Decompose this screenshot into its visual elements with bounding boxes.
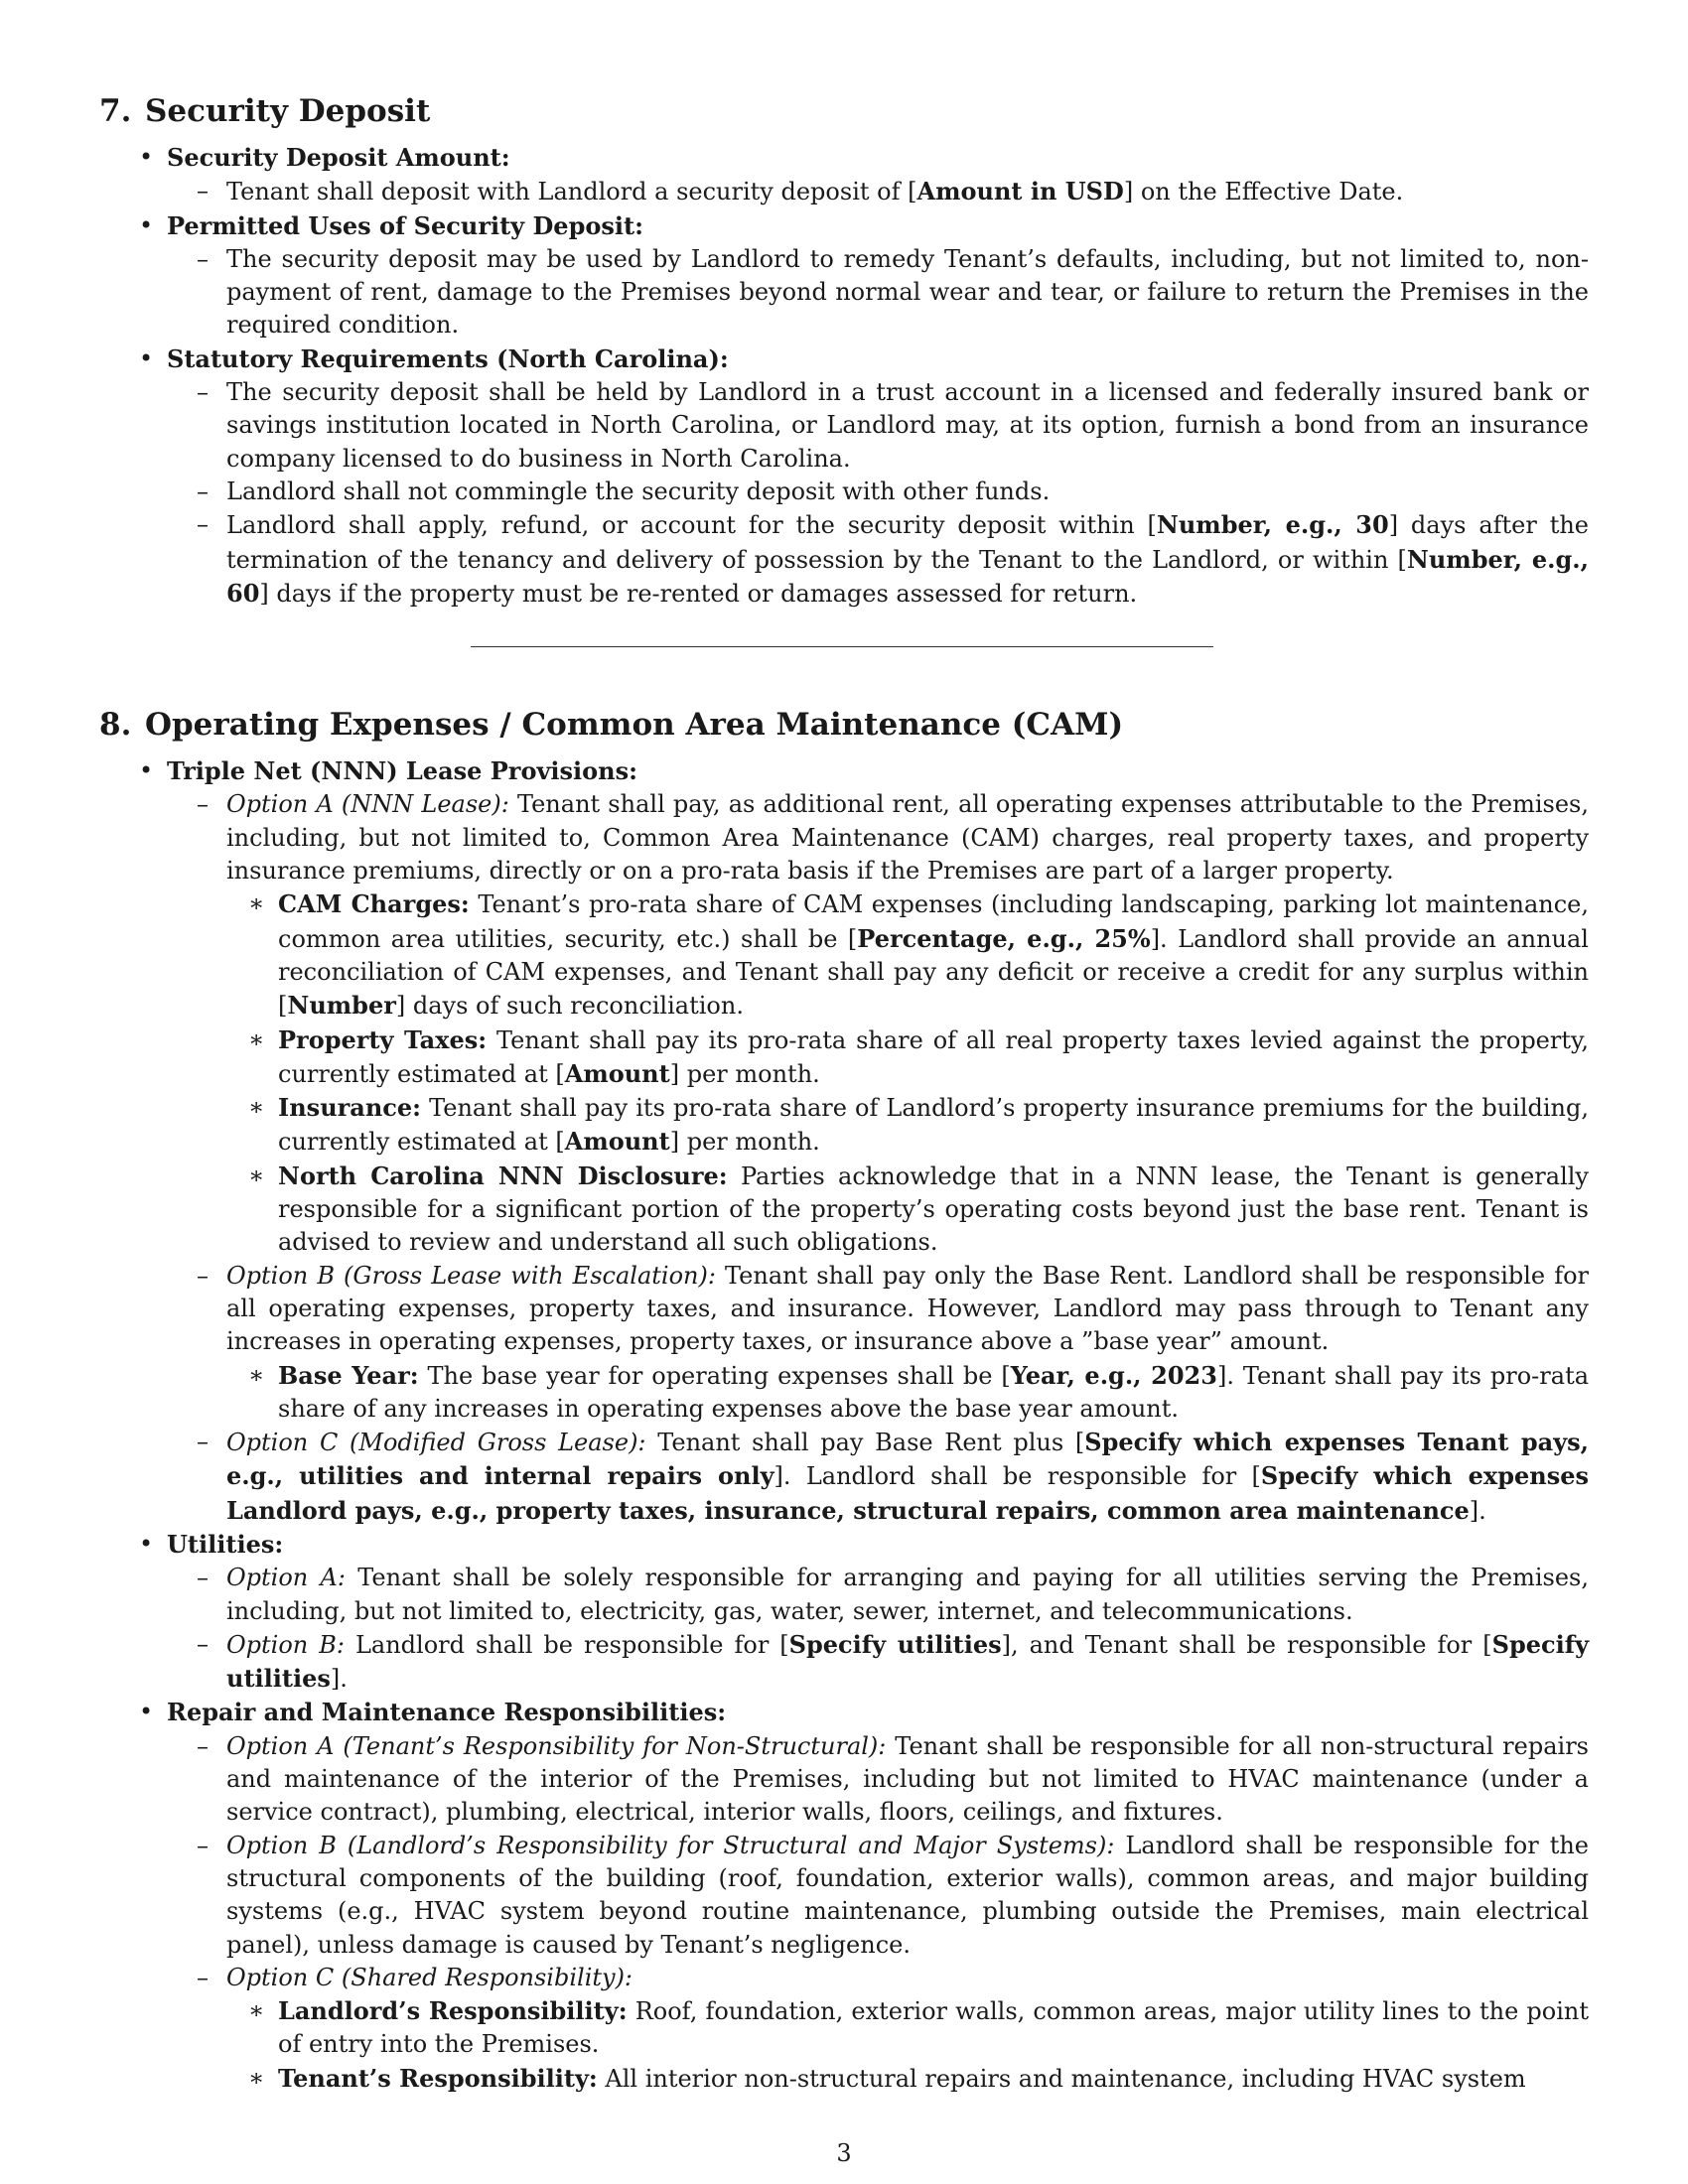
list-item — [167, 1696, 1589, 2096]
text: ] per month. — [669, 1059, 820, 1088]
placeholder-field: Specify utilities — [226, 1629, 1590, 1694]
option-label: Option B (Gross Lease with Escalation): — [226, 1261, 716, 1290]
section-divider — [471, 646, 1213, 647]
item-heading: Utilities: — [167, 1529, 284, 1559]
detail-item — [278, 1024, 1589, 1092]
item-heading: Security Deposit Amount: — [167, 143, 510, 172]
text: ]. Landlord shall provide an annual reconciliation of CAM expenses, and Tenant shall pay any deficit or receive a credit for any surplus within [ — [278, 924, 1589, 1021]
placeholder-field: Amount — [564, 1058, 670, 1088]
placeholder-field: Number — [287, 991, 396, 1021]
sub-item: – The security deposit shall be held by Landlord in a trust account in a licensed and federally insured bank or savings institution located in North Carolina, or Landlord may, at its option, furnish a bond from an insurance company licensed to do business in North Carolina. — [226, 376, 1589, 476]
detail-item — [278, 1160, 1589, 1260]
placeholder-field: Amount in USD — [916, 177, 1124, 206]
text: ]. Tenant shall pay its pro-rata share of any increases in operating expenses above the base year amount. — [278, 1361, 1590, 1423]
sub-item — [226, 1730, 1589, 1830]
section-number: 7. — [99, 93, 132, 129]
text: Tenant shall pay only the Base Rent. Landlord shall be responsible for all operating expenses, property taxes, and insurance. However, Landlord may pass through to Tenant any increases in operating expenses, property taxes, or insurance above a ”base year” amount. — [226, 1261, 1590, 1356]
placeholder-field: Specify which expenses Landlord pays, e.g., property taxes, insurance, structural repairs, common area maintenance — [226, 1461, 1589, 1525]
section-title: Operating Expenses / Common Area Maintenance (CAM) — [145, 707, 1124, 744]
text: ]. — [1469, 1496, 1486, 1525]
sub-item — [226, 175, 1589, 208]
item-heading: Statutory Requirements (North Carolina): — [167, 343, 729, 373]
detail-item — [278, 1091, 1589, 1160]
section-8-list — [99, 754, 1589, 2096]
text: ]. — [330, 1665, 348, 1694]
sub-item — [226, 1562, 1589, 1628]
detail-label: Landlord’s Responsibility: — [278, 1996, 628, 2026]
text: ] days after the termination of the tenancy and delivery of possession by the Tenant to the Landlord, or within [ — [226, 511, 1590, 574]
detail-label: CAM Charges: — [278, 889, 470, 919]
detail-item — [278, 1359, 1589, 1427]
text: Landlord shall be responsible for [ — [344, 1630, 789, 1659]
text: Tenant shall pay Base Rent plus [ — [645, 1429, 1085, 1457]
section-7-heading — [99, 91, 1589, 131]
text: All interior non-structural repairs and maintenance, including HVAC system — [597, 2064, 1526, 2093]
text: Tenant shall pay its pro-rata share of all real property taxes levied against the property, currently estimated at [ — [278, 1025, 1589, 1088]
text: ] days if the property must be re-rented or damages assessed for return. — [259, 579, 1138, 608]
sub-item — [226, 1426, 1589, 1528]
placeholder-field: Percentage, e.g., 25% — [857, 923, 1151, 953]
section-number: 8. — [99, 707, 132, 744]
text: ] per month. — [669, 1128, 820, 1157]
text: ] days of such reconciliation. — [395, 992, 744, 1021]
sub-item — [226, 788, 1589, 1259]
detail-label: Tenant’s Responsibility: — [278, 2063, 598, 2093]
placeholder-field: Number, e.g., 60 — [226, 544, 1589, 608]
placeholder-field: Number, e.g., 30 — [1156, 510, 1389, 540]
list-item — [167, 342, 1589, 611]
text: Tenant shall pay, as additional rent, all operating expenses attributable to the Premises, including, but not limited to, Common Area Maintenance (CAM) charges, real property taxes, and property insurance premiums, directly or on a pro-rata basis if the Premises are part of a larger property. — [226, 790, 1590, 886]
item-heading: Repair and Maintenance Responsibilities: — [167, 1698, 727, 1727]
section-title: Security Deposit — [145, 93, 431, 129]
text: Tenant’s pro-rata share of CAM expenses (including landscaping, parking lot maintenance, common area utilities, security, etc.) shall be [ — [278, 890, 1589, 953]
placeholder-field: Year, e.g., 2023 — [1010, 1360, 1217, 1390]
item-heading: Permitted Uses of Security Deposit: — [167, 210, 643, 240]
detail-item — [278, 1994, 1589, 2062]
detail-item — [278, 887, 1589, 1023]
text: Tenant shall pay its pro-rata share of Landlord’s property insurance premiums for the building, currently estimated at [ — [278, 1094, 1589, 1157]
text: Landlord shall apply, refund, or account for the security deposit within [ — [226, 511, 1157, 540]
option-label: Option B (Landlord’s Responsibility for Structural and Major Systems): — [226, 1831, 1115, 1859]
list-item — [167, 754, 1589, 1528]
text: ] on the Effective Date. — [1123, 178, 1404, 206]
option-label: Option C (Modified Gross Lease): — [226, 1429, 646, 1457]
detail-label: North Carolina NNN Disclosure: — [278, 1160, 728, 1190]
document-page — [99, 91, 1589, 2096]
sub-item — [226, 1962, 1589, 2096]
section-7-list — [99, 141, 1589, 611]
detail-label: Base Year: — [278, 1360, 419, 1390]
list-item — [167, 141, 1589, 209]
option-label: Option A: — [226, 1564, 346, 1592]
sub-item — [226, 1628, 1589, 1697]
text: The base year for operating expenses shall be [ — [418, 1361, 1011, 1390]
sub-item — [226, 508, 1589, 611]
placeholder-field: Specify which expenses Tenant pays, e.g., utilities and internal repairs only — [226, 1428, 1590, 1491]
option-label: Option A (Tenant’s Responsibility for Non-Structural): — [226, 1731, 887, 1760]
list-item — [167, 1528, 1589, 1696]
detail-item — [278, 2062, 1589, 2096]
text: Tenant shall be solely responsible for arranging and paying for all utilities serving the Premises, including, but not limited to, electricity, gas, water, sewer, internet, and telecommunications. — [226, 1564, 1590, 1625]
text: Parties acknowledge that in a NNN lease, the Tenant is generally responsible for a significant portion of the property’s operating costs beyond just the base rent. Tenant is advised to review and understand all such obligations. — [278, 1161, 1589, 1257]
text: ]. Landlord shall be responsible for [ — [774, 1462, 1261, 1491]
text: Roof, foundation, exterior walls, common areas, major utility lines to the point of entry into the Premises. — [278, 1997, 1589, 2059]
sub-item — [226, 1830, 1589, 1962]
placeholder-field: Specify utilities — [788, 1629, 1002, 1659]
option-label: Option C (Shared Responsibility): — [226, 1963, 633, 1991]
detail-label: Property Taxes: — [278, 1024, 488, 1054]
section-8-heading — [99, 705, 1589, 745]
option-label: Option B: — [226, 1630, 345, 1659]
item-heading: Triple Net (NNN) Lease Provisions: — [167, 756, 637, 786]
text: Tenant shall be responsible for all non-structural repairs and maintenance of the interior of the Premises, including but not limited to HVAC maintenance (under a service contract), plumbing, electrical, interior walls, floors, ceilings, and fixtures. — [226, 1731, 1589, 1827]
sub-item — [226, 1260, 1589, 1426]
page-number: 3 — [836, 2139, 852, 2167]
text: Landlord shall be responsible for the structural components of the building (roof, foundation, exterior walls), common areas, and major building systems (e.g., HVAC system beyond routine maintenance, plumbing outside the Premises, main electrical panel), unless damage is caused by Tenant’s negligence. — [226, 1831, 1589, 1959]
text: Tenant shall deposit with Landlord a security deposit of [ — [226, 178, 917, 206]
detail-label: Insurance: — [278, 1093, 422, 1123]
list-item — [167, 209, 1589, 342]
text: ], and Tenant shall be responsible for [ — [1001, 1630, 1492, 1659]
placeholder-field: Amount — [564, 1127, 670, 1157]
option-label: Option A (NNN Lease): — [226, 790, 509, 819]
sub-item: – The security deposit may be used by Landlord to remedy Tenant’s defaults, including, but not limited to, non-payment of rent, damage to the Premises beyond normal wear and tear, or failure to return the Premises in the required condition. — [226, 243, 1589, 342]
sub-item: – Landlord shall not commingle the security deposit with other funds. — [226, 476, 1589, 508]
